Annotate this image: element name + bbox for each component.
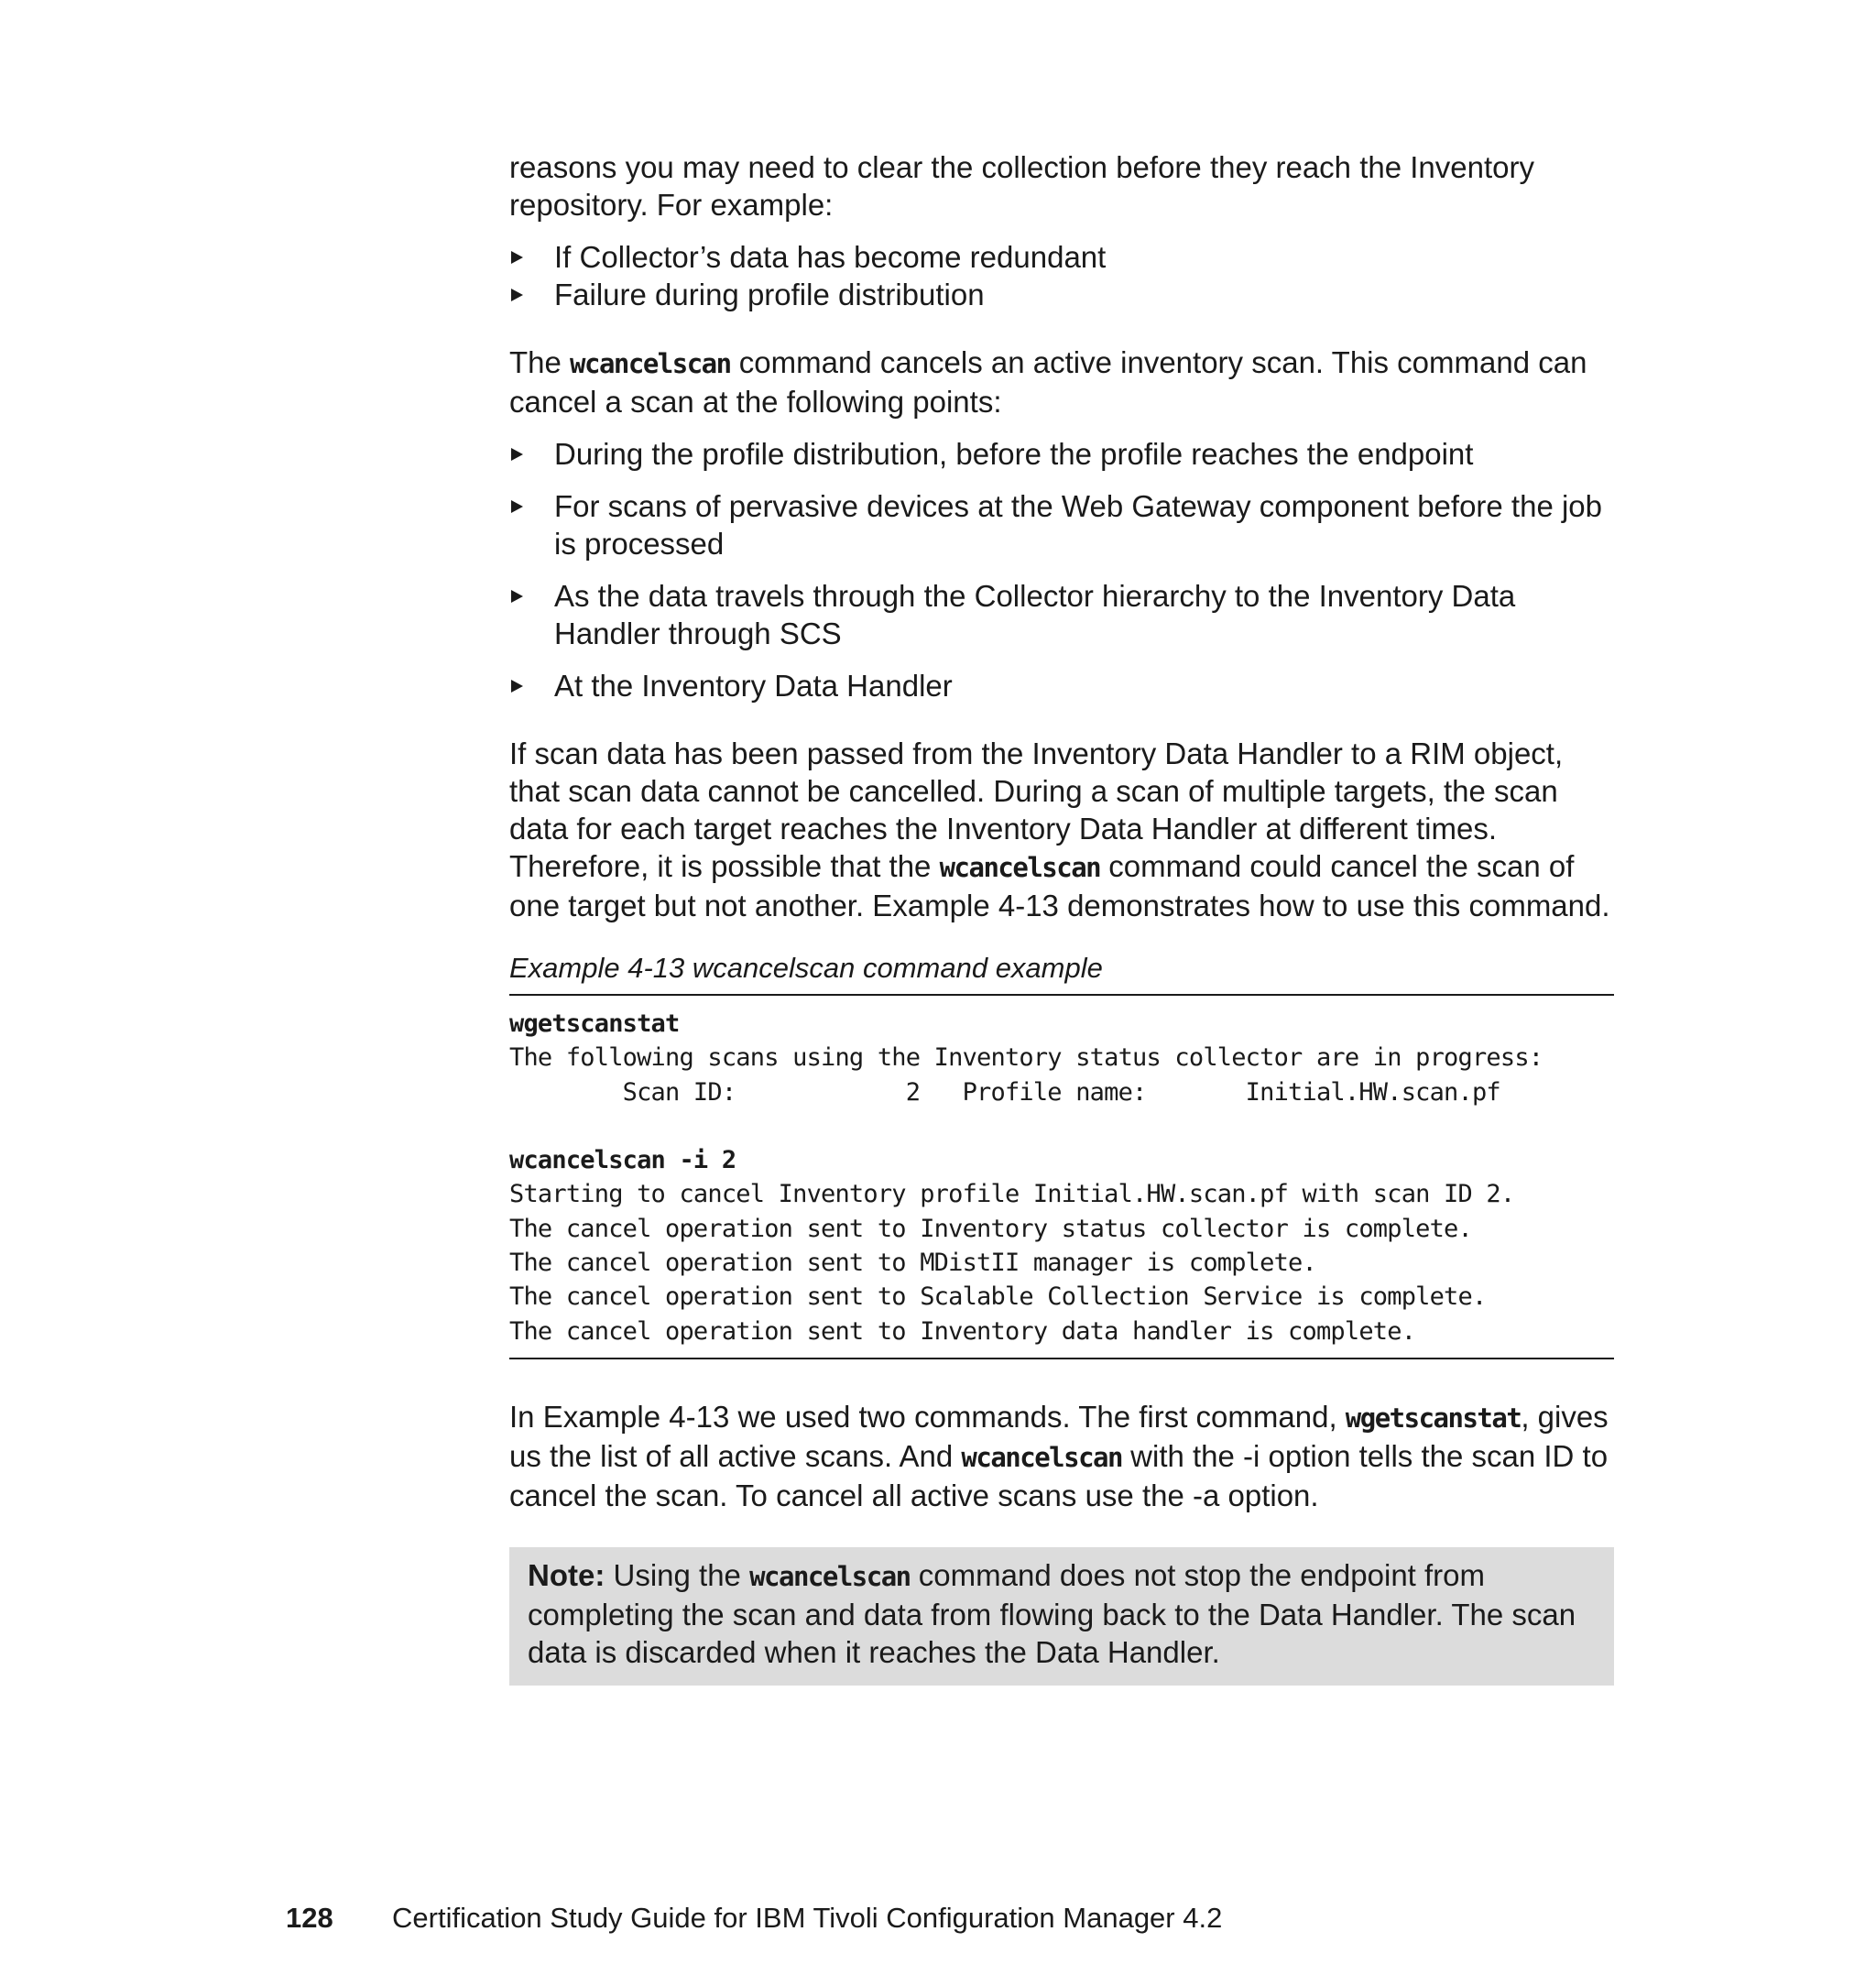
page-number: 128	[286, 1902, 333, 1934]
code-line: The cancel operation sent to MDistII manager is complete.	[509, 1249, 1316, 1278]
code-line: The cancel operation sent to Inventory status collector is complete.	[509, 1214, 1472, 1243]
code-line: The cancel operation sent to Inventory data handler is complete.	[509, 1316, 1416, 1346]
note-label: Note:	[528, 1557, 605, 1592]
list-item: If Collector’s data has become redundant	[509, 238, 1614, 276]
list-item: Failure during profile distribution	[509, 276, 1614, 313]
example-caption: Example 4-13 wcancelscan command example	[509, 952, 1103, 984]
bullet-triangle-icon	[511, 680, 523, 693]
bullet-triangle-icon	[511, 590, 523, 603]
example-bottom-rule	[509, 1358, 1614, 1359]
example-code-block	[509, 1007, 1614, 1348]
command-name: wcancelscan	[939, 852, 1101, 883]
code-line: The following scans using the Inventory status collector are in progress:	[509, 1043, 1543, 1073]
wcancelscan-paragraph: The wcancelscan command cancels an active inventory scan. This command can cancel a scan at the following points:	[509, 345, 1587, 419]
code-line: Starting to cancel Inventory profile Initial.HW.scan.pf with scan ID 2.	[509, 1180, 1515, 1209]
command-name: wgetscanstat	[1345, 1402, 1522, 1434]
bullet-triangle-icon	[511, 251, 523, 264]
list-item: For scans of pervasive devices at the Web Gateway component before the job is processed	[509, 487, 1614, 562]
bullet-triangle-icon	[511, 448, 523, 461]
reasons-list	[509, 238, 1614, 313]
code-line: The cancel operation sent to Scalable Collection Service is complete.	[509, 1282, 1487, 1312]
bullet-triangle-icon	[511, 289, 523, 301]
bullet-triangle-icon	[511, 500, 523, 513]
cancel-points-list	[509, 435, 1614, 704]
code-line: Scan ID: 2 Profile name: Initial.HW.scan.pf	[509, 1077, 1500, 1107]
note-box	[509, 1547, 1614, 1686]
book-title: Certification Study Guide for IBM Tivoli Configuration Manager 4.2	[392, 1902, 1223, 1934]
command-name: wcancelscan	[570, 348, 731, 379]
after-example-paragraph: In Example 4-13 we used two commands. The first command, wgetscanstat, gives us the list of all active scans. And wcancelscan with the -i option tells the scan ID to cancel the scan. To cancel all active scans use the -a option.	[509, 1399, 1609, 1512]
example-top-rule	[509, 994, 1614, 996]
intro-paragraph: reasons you may need to clear the collection before they reach the Inventory repository. For example:	[509, 150, 1534, 222]
command-name: wcancelscan	[961, 1441, 1122, 1473]
code-command: wgetscanstat	[509, 1009, 680, 1038]
command-name: wcancelscan	[749, 1560, 911, 1592]
rim-paragraph: If scan data has been passed from the Inventory Data Handler to a RIM object, that scan data cannot be cancelled. During a scan of multiple targets, the scan data for each target reaches the Inventory Data Handler at different times. Therefore, it is possible that the wcancelscan command could cancel the scan of one target but not another. Example 4-13 demonstrates how to use this command.	[509, 737, 1610, 922]
code-command: wcancelscan -i 2	[509, 1146, 736, 1175]
page-content	[509, 148, 1614, 1686]
page-footer	[286, 1900, 1222, 1937]
note-text: Note: Using the wcancelscan command does not stop the endpoint from completing the scan and data from flowing back to the Data Handler. The scan data is discarded when it reaches the Data Handler.	[528, 1557, 1576, 1669]
list-item: During the profile distribution, before the profile reaches the endpoint	[509, 435, 1614, 473]
list-item: As the data travels through the Collector hierarchy to the Inventory Data Handler through SCS	[509, 577, 1614, 652]
code-line	[509, 1109, 1614, 1143]
list-item: At the Inventory Data Handler	[509, 667, 1614, 704]
